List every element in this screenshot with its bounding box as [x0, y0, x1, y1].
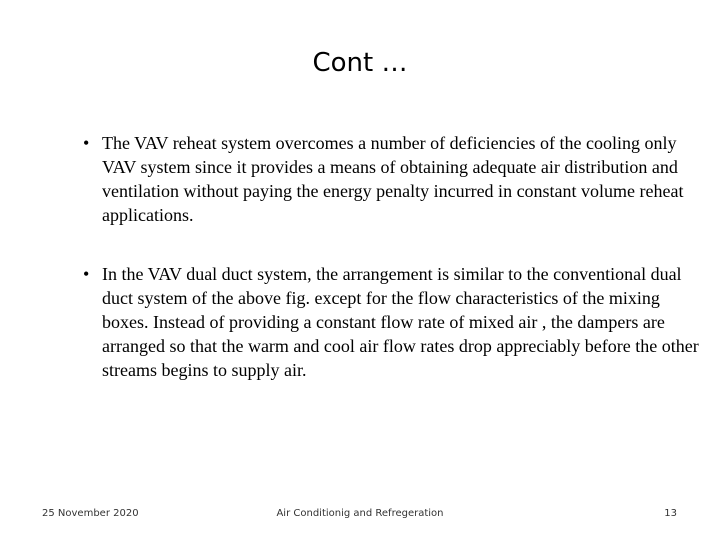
footer-course: Air Conditionig and Refregeration: [276, 508, 444, 519]
footer-date: 25 November 2020: [42, 508, 139, 519]
bullet-icon: •: [83, 264, 90, 284]
bullet-item: [83, 131, 702, 227]
bullet-text: The VAV reheat system overcomes a number of deficiencies of the cooling only VAV system since it provides a means of obtaining adequate air distribution and ventilation without paying the energy penalty incurred in constant volume reheat applications.: [102, 133, 684, 225]
bullet-icon: •: [83, 133, 90, 153]
slide-title: Cont …: [312, 48, 408, 78]
page-number: 13: [664, 508, 677, 519]
bullet-item: [83, 262, 702, 382]
bullet-text: In the VAV dual duct system, the arrangement is similar to the conventional dual duct system of the above fig. except for the flow characteristics of the mixing boxes. Instead of providing a constant flow rate of mixed air , the dampers are arranged so that the warm and cool air flow rates drop appreciably before the other streams begins to supply air.: [102, 264, 699, 380]
